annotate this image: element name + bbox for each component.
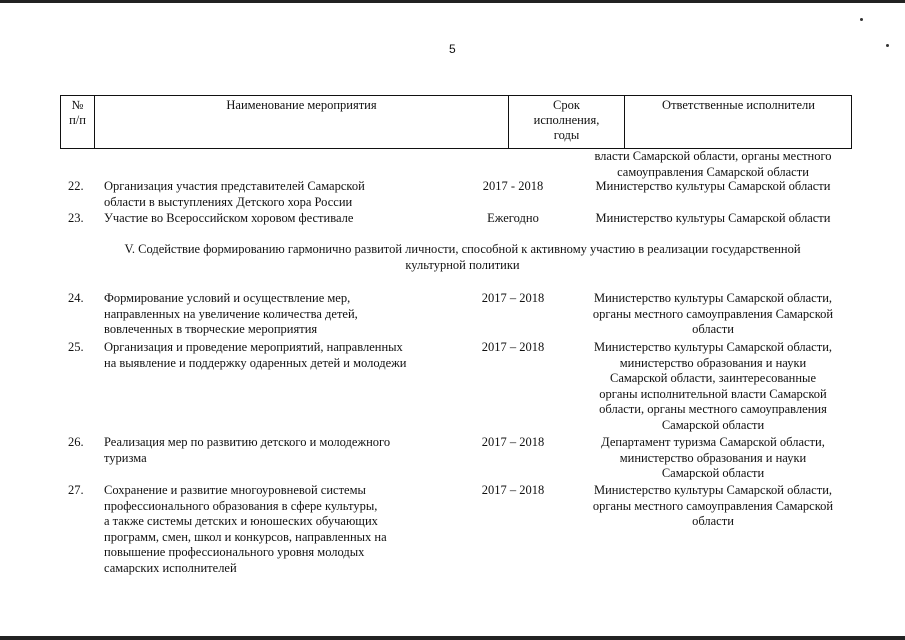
row-number: 25. [68,340,84,354]
header-col-number: № п/п [61,96,95,148]
header-col-term: Срок исполнения, годы [509,96,625,148]
table-header [60,95,852,149]
row-term: 2017 – 2018 [481,291,545,305]
row-term: 2017 – 2018 [481,340,545,354]
scan-speck [860,18,863,21]
continuation-responsible: власти Самарской области, органы местного самоуправления Самарской области [594,149,832,179]
row-term: 2017 - 2018 [482,179,544,193]
row-name: Формирование условий и осуществление мер, направленных на увеличение количества детей, вовлеченных в творческие мероприятия [104,291,358,336]
row-responsible: Министерство культуры Самарской области, органы местного самоуправления Самарской области [592,483,834,528]
scan-edge-top [0,0,905,3]
header-col-responsible: Ответственные исполнители [662,98,815,112]
row-number: 26. [68,435,84,449]
row-responsible: Министерство культуры Самарской области [595,211,831,225]
page-number: 5 [449,42,456,56]
row-term: Ежегодно [487,211,539,225]
header-col-name: Наименование мероприятия [95,96,509,148]
section-title: V. Содействие формированию гармонично развитой личности, способной к активному участию в реализации государственной культурной политики [124,242,801,272]
row-name: Участие во Всероссийском хоровом фестивале [104,211,354,225]
row-responsible: Департамент туризма Самарской области, министерство образования и науки Самарской области [601,435,825,480]
row-number: 23. [68,211,84,225]
row-name: Сохранение и развитие многоуровневой системы профессионального образования в сфере культуры, а также системы детских и юношеских обучающих программ, смен, школ и конкурсов, направленных на повышение профессионального уровня молодых самарских исполнителей [104,483,387,575]
row-term: 2017 – 2018 [481,435,545,449]
row-responsible: Министерство культуры Самарской области, органы местного самоуправления Самарской области [592,291,834,336]
scan-speck [886,44,889,47]
row-name: Организация участия представителей Самарской области в выступлениях Детского хора России [104,179,365,209]
row-name: Реализация мер по развитию детского и молодежного туризма [104,435,391,465]
row-number: 27. [68,483,84,497]
scan-edge-bottom [0,636,905,640]
row-number: 22. [68,179,84,193]
row-responsible: Министерство культуры Самарской области [595,179,831,193]
row-term: 2017 – 2018 [481,483,545,497]
row-responsible: Министерство культуры Самарской области, министерство образования и науки Самарской области, заинтересованные органы исполнительной власти Самарской области, органы местного самоуправления Самарской области [593,340,833,432]
row-number: 24. [68,291,84,305]
row-name: Организация и проведение мероприятий, направленных на выявление и поддержку одаренных детей и молодежи [104,340,407,370]
